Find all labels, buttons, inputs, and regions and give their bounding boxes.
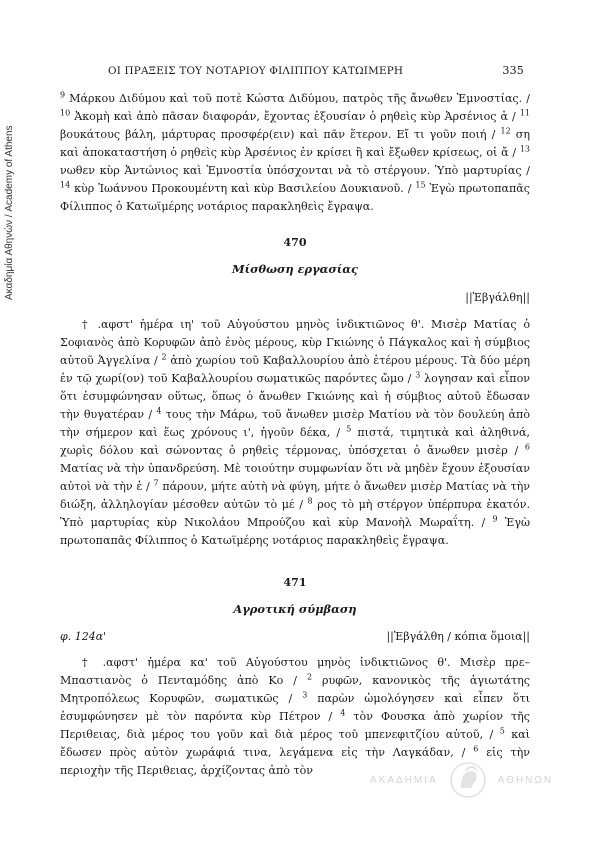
line-number: 10 [60, 108, 71, 118]
text-run: εἰς τὴν περιοχὴν τῆς Περιθειας, ἀρχίζοντας ἀπὸ τὸν [60, 746, 530, 777]
text-run: πάρουν, μήτε αὐτὴ νὰ φύγη, μήτε ὁ ἄνωθεν μισὲρ Ματίας νὰ τὴν διώξη, ἀλληλογίαν μέσοθεν αὐτῶν τὸ μέ / [60, 480, 530, 511]
line-number: 13 [519, 144, 531, 154]
text-run: ἀπὸ χωρίου τοῦ Καβαλλουρίου ἀπὸ ἑτέρου μέρους. Τὰ δύο μέρη ἐν τῷ χωρί(ον) τοῦ Καβαλλουρίου σωματικῶς παρόντες ὤμο / [60, 354, 530, 385]
line-number: 9 [492, 514, 498, 524]
line-number: 12 [500, 126, 511, 136]
watermark-text-right: ΑΘΗΝΩΝ [497, 774, 554, 786]
text-run: πιστά, τιμητικὰ καὶ ἀληθινά, χωρὶς δόλου καὶ σώνοντας ὁ ρηθεὶς τέρμονας, ὑπόσχεται ὁ ἄνωθεν μισὲρ / [60, 426, 530, 457]
paragraph-continuation [60, 90, 530, 216]
line-number: 8 [307, 496, 313, 506]
text-run: τὸν Φουσκα ἀπὸ χωρίον τῆς Περιθειας, διὰ μέρος του γοῦν καὶ διὰ μέρος τοῦ μπενεφιτζίου αὐτοῦ, / [60, 710, 530, 741]
text-run: ση καὶ ἀποκαταστήση ὁ ρηθεὶς κὺρ Ἀρσένιος ἐν κρίσει ἢ καὶ ἔξωθεν κρίσεως, οἱ ἄ / [60, 128, 531, 159]
document-note-471: ||Ἐβγάλθη / κόπια ὅμοια|| [386, 630, 530, 643]
line-number: 3 [415, 370, 421, 380]
text-run: λογησαν καὶ εἶπον ὅτι ἐσυμφώνησαν οὕτως, ὅπως ὁ ἄνωθεν Γκιώνης καὶ ἡ σύμβιος αὐτοῦ ἔδωσαν τὴν θυγατέραν / [60, 372, 531, 421]
text-run: Ἐγὼ πρωτοπαπᾶς Φίλιππος ὁ Κατωϊμέρης νοτάριος παρακληθεὶς ἔγραψα. [60, 182, 530, 213]
line-number: 3 [302, 690, 308, 700]
line-number: 11 [519, 108, 530, 118]
document-note-470: ||Ἐβγάλθη|| [465, 291, 530, 304]
line-number: 14 [60, 180, 71, 190]
text-run: † .αφστ' ἡμέρα κα' τοῦ Αὐγούστου μηνὸς ἰνδικτιῶνος θ'. Μισὲρ πρε–Μπαστιανὸς ὁ Πενταμόδης ἀπὸ Κο / [60, 656, 530, 687]
page-number: 335 [502, 64, 524, 77]
text-run: Ἐγὼ πρωτοπαπᾶς Φίλιππος ὁ Κατωϊμέρης νοτάριος παρακληθεὶς ἔγραψα. [60, 516, 530, 547]
running-header [108, 64, 524, 77]
text-run: Μάρκου Διδύμου καὶ τοῦ ποτὲ Κώστα Διδύμου, πατρὸς τῆς ἄνωθεν Ἐμνοστίας. / [65, 92, 530, 105]
document-title-470: Μίσθωση εργασίας [231, 262, 358, 276]
line-number: 2 [161, 352, 167, 362]
text-run: παρὼν ὡμολόγησεν καὶ εἶπεν ὅτι ἐσυμφώνησεν μὲ τὸν παρόντα κὺρ Πέτρον / [60, 692, 530, 723]
text-run: ρος τὸ μὴ στέργον ὑπέρπυρα ἑκατόν. Ὑπὸ μαρτυρίας κὺρ Νικολάου Μπρούζου καὶ κὺρ Μανοὴλ Μωραΐτη. / [60, 498, 530, 529]
document-number-470: 470 [283, 236, 307, 249]
text-run: καὶ ἔδωσεν πρὸς αὐτὸν χωράφιά τινα, λεγάμενα εἰς τὴν Λαγκάδαν, / [60, 728, 530, 759]
document-meta-row-471 [60, 630, 530, 643]
line-number: 6 [473, 744, 479, 754]
line-number: 4 [156, 406, 162, 416]
text-run: κὺρ Ἰωάννου Προκουμέντη καὶ κὺρ Βασιλείου Δουκιανοῦ. / [70, 182, 412, 195]
document-note-row-470 [60, 291, 530, 304]
text-run: νωθεν κὺρ Ἀντώνιος καὶ Ἐμνοστία ὑπόσχονται νὰ τὸ στέργουν. Ὑπὸ μαρτυρίας / [60, 164, 530, 177]
text-run: βουκάτους βάλη, μάρτυρας προσφέρ(ειν) καὶ πᾶν ἕτερον. Εἴ τι γοῦν ποιή / [60, 128, 496, 141]
line-number: 5 [346, 424, 352, 434]
document-title-471: Αγροτική σύμβαση [233, 602, 357, 616]
text-run: Ἀκομὴ καὶ ἀπὸ πᾶσαν διαφοράν, ἔχοντας ἐξουσίαν ὁ ρηθεὶς κὺρ Ἀρσένιος ἀ / [70, 110, 516, 123]
line-number: 7 [153, 478, 159, 488]
text-run: ρυφῶν, κανονικὸς τῆς ἁγιωτάτης Μητροπόλεως Κορυφῶν, σωματικῶς / [60, 674, 530, 705]
line-number: 2 [306, 672, 313, 682]
document-number-471: 471 [283, 576, 307, 589]
running-title: ΟΙ ΠΡΑΞΕΙΣ ΤΟΥ ΝΟΤΑΡΙΟΥ ΦΙΛΙΠΠΟΥ ΚΑΤΩΙΜΕΡΗ [108, 65, 404, 77]
archive-side-label: Ακαδημία Αθηνών / Academy of Athens [4, 125, 15, 300]
text-run: † .αφστ' ἡμέρα ιη' τοῦ Αὐγούστου μηνὸς ἰνδικτιῶνος θ'. Μισὲρ Ματίας ὁ Σοφιανὸς ἀπὸ Κορυφῶν ἀπὸ ἑνὸς μέρους, κὺρ Γκιώνης ὁ Πάγκαλος καὶ ἡ σύμβιος αὐτοῦ Ἀγγελίνα / [60, 318, 530, 367]
line-number: 15 [415, 180, 426, 190]
line-number: 9 [60, 90, 66, 100]
folio-reference: φ. 124α' [60, 630, 107, 643]
athena-head-icon [448, 760, 488, 800]
line-number: 6 [524, 442, 530, 452]
line-number: 5 [499, 726, 505, 736]
watermark-text-left: ΑΚΑΔΗΜΙΑ [370, 774, 438, 786]
document-body-470 [60, 316, 530, 550]
line-number: 4 [340, 708, 346, 718]
text-run: τους τὴν Μάρω, τοῦ ἄνωθεν μισὲρ Ματίου νὰ τὸν δουλεύη ἀπὸ τὴν σήμερον καὶ ἕως χρόνους ι', ἠγοῦν δέκα, / [60, 408, 530, 439]
academy-watermark [370, 760, 590, 800]
text-run: Ματίας νὰ τὴν ὑπανδρεύση. Μὲ τοιούτην συμφωνίαν ὅτι νὰ μηδὲν ἔχουν ἐξουσίαν αὐτοὶ νὰ τὴν ἐ / [60, 462, 530, 493]
